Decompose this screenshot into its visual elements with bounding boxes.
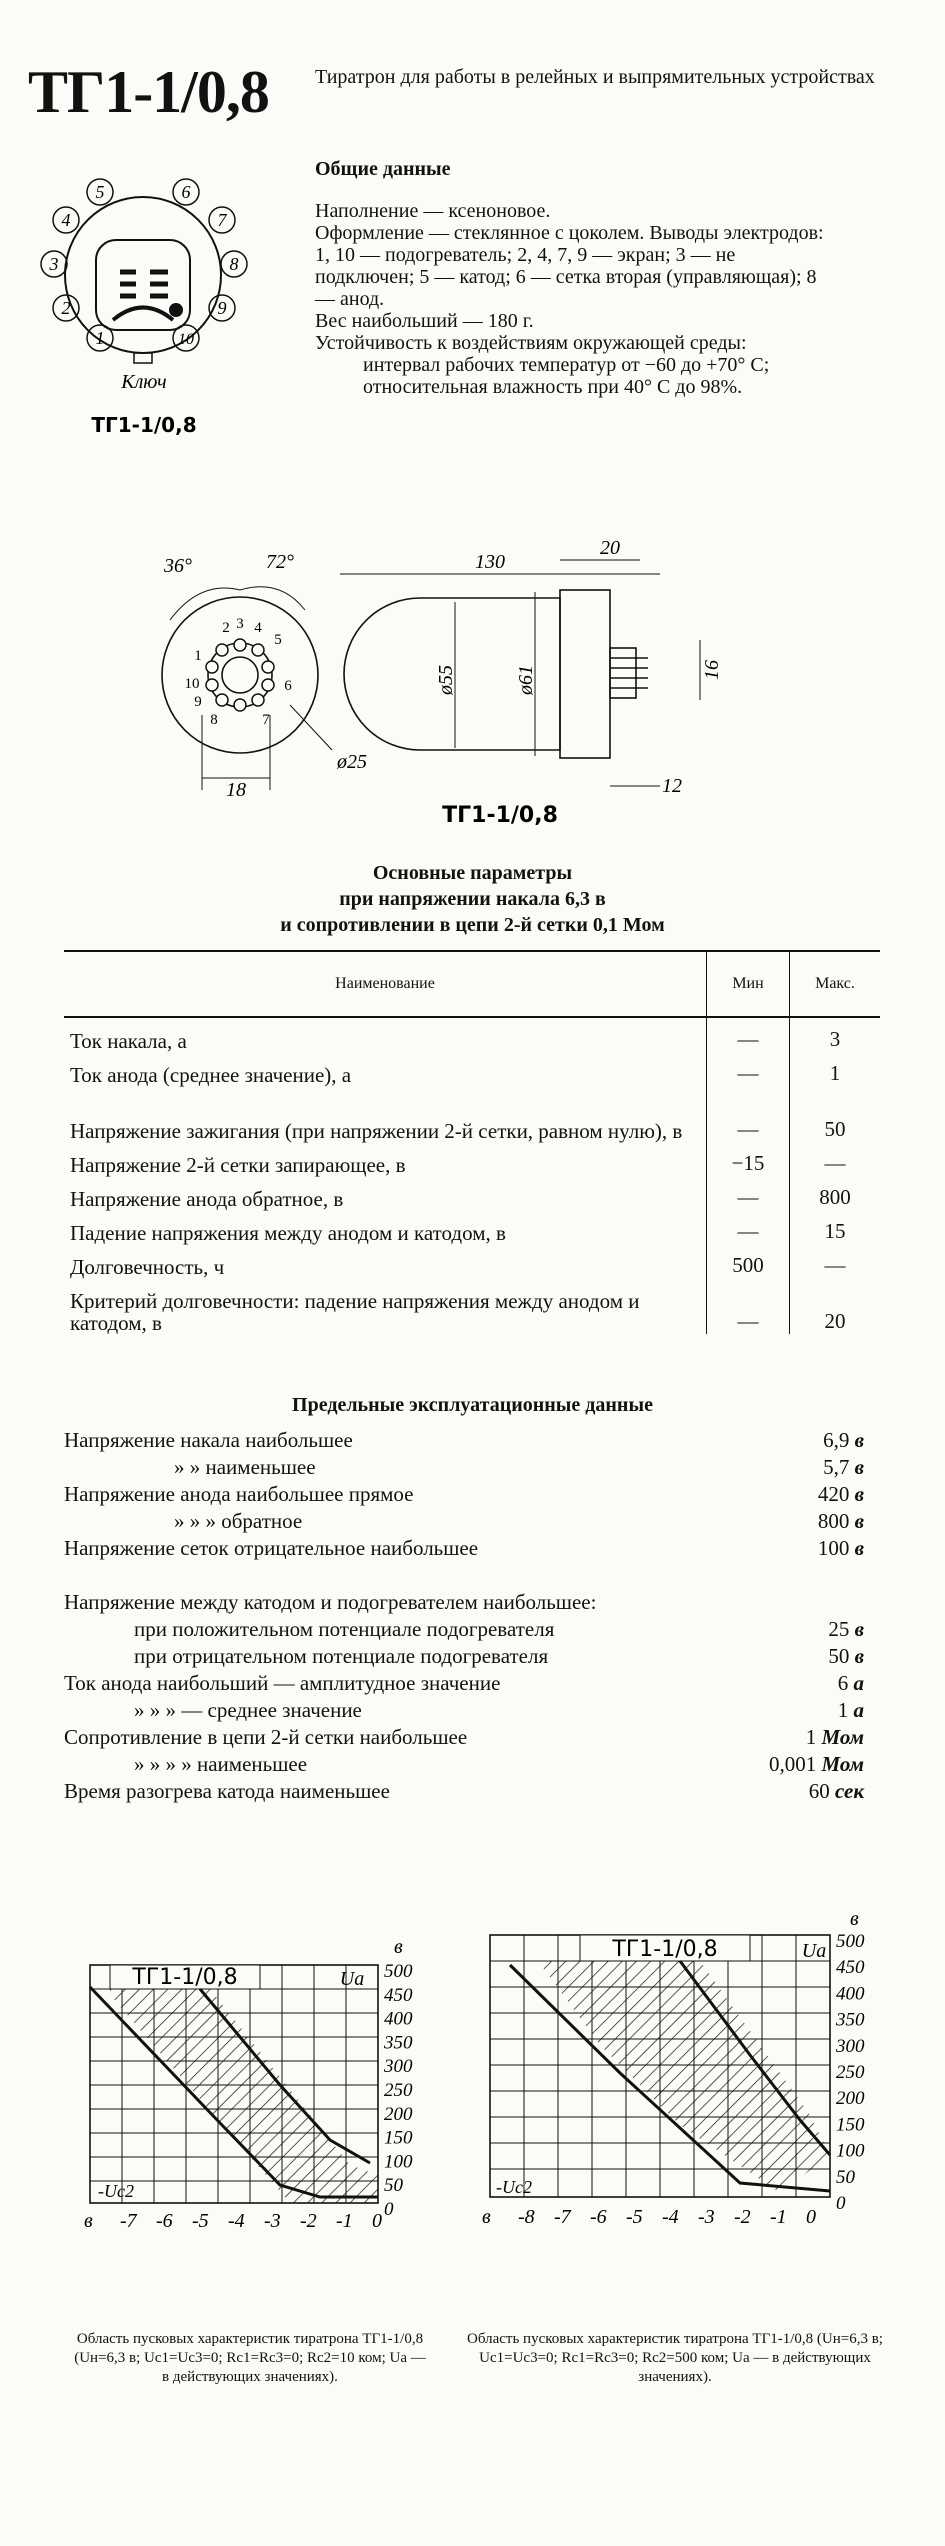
limit-unit: в bbox=[854, 1428, 864, 1452]
limit-value: 50 bbox=[828, 1644, 850, 1668]
x-tick-label: -7 bbox=[554, 2206, 571, 2228]
y-tick-label: 500 bbox=[836, 1931, 865, 1952]
pin-label-9: 9 bbox=[217, 298, 227, 318]
param-max: — bbox=[790, 1244, 881, 1278]
dim-pin-2: 2 bbox=[222, 620, 230, 636]
y-tick-label: 50 bbox=[384, 2175, 403, 2197]
pin-label-8: 8 bbox=[229, 254, 239, 274]
y-tick-label: 350 bbox=[384, 2032, 413, 2054]
limit-value: 420 bbox=[817, 1482, 850, 1506]
list-item bbox=[64, 1642, 864, 1669]
y-tick-label: 0 bbox=[836, 2193, 846, 2214]
y-tick-label: 200 bbox=[836, 2088, 865, 2110]
limit-unit: сек bbox=[834, 1779, 864, 1803]
graph-right-xlabel: -Uc2 bbox=[496, 2177, 532, 2197]
param-max: 20 bbox=[790, 1278, 881, 1334]
param-min: 500 bbox=[707, 1244, 790, 1278]
x-tick-label: -4 bbox=[662, 2206, 679, 2228]
pin-label-6: 6 bbox=[181, 182, 191, 202]
graph-left-yunit: в bbox=[394, 1936, 403, 1958]
table-row bbox=[64, 1244, 880, 1278]
param-min: — bbox=[707, 1086, 790, 1142]
limit-text: Напряжение между катодом и подогревателем наибольшее: bbox=[64, 1590, 597, 1614]
limit-value: 25 bbox=[828, 1617, 850, 1641]
param-name: Ток накала, а bbox=[70, 1029, 187, 1053]
x-tick-label: -6 bbox=[156, 2210, 173, 2232]
limit-unit: а bbox=[853, 1671, 864, 1695]
col-header-min: Мин bbox=[707, 951, 790, 1017]
limit-value: 6,9 bbox=[823, 1428, 850, 1452]
x-tick-label: 0 bbox=[806, 2206, 816, 2228]
list-item bbox=[64, 1534, 864, 1561]
table-row bbox=[64, 1017, 880, 1052]
limit-text: Сопротивление в цепи 2-й сетки наибольшее bbox=[64, 1725, 468, 1749]
params-heading bbox=[0, 860, 945, 938]
param-name: Напряжение 2-й сетки запирающее, в bbox=[70, 1153, 406, 1177]
x-tick-label: -2 bbox=[734, 2206, 751, 2228]
resistance-line: Устойчивость к воздействиям окружающей среды: bbox=[315, 332, 747, 354]
list-item bbox=[64, 1480, 864, 1507]
pin-label-5: 5 bbox=[95, 182, 105, 202]
y-tick-label: 100 bbox=[384, 2151, 413, 2173]
y-tick-label: 200 bbox=[384, 2103, 413, 2125]
pin-label-10: 10 bbox=[178, 331, 194, 348]
limit-text: Напряжение анода наибольшее прямое bbox=[64, 1482, 414, 1506]
filling-line: Наполнение — ксеноновое. bbox=[315, 200, 551, 222]
list-item bbox=[64, 1453, 864, 1480]
base-caption: ТГ1-1/0,8 bbox=[91, 413, 197, 437]
angle-72: 72° bbox=[266, 551, 294, 573]
dim-pin-3: 3 bbox=[236, 616, 244, 632]
y-tick-label: 400 bbox=[836, 1983, 865, 2005]
col-header-max: Макс. bbox=[790, 951, 881, 1017]
y-tick-label: 250 bbox=[384, 2080, 413, 2101]
y-tick-label: 450 bbox=[836, 1957, 865, 1979]
y-tick-label: 150 bbox=[836, 2114, 865, 2136]
param-max: — bbox=[790, 1142, 881, 1176]
limit-unit: в bbox=[854, 1644, 864, 1668]
starting-characteristics-graph-left bbox=[80, 1935, 440, 2235]
limit-text: Напряжение сеток отрицательное наибольшее bbox=[64, 1536, 479, 1560]
params-table bbox=[64, 950, 880, 1334]
key-label: Ключ bbox=[121, 371, 167, 393]
param-min: −15 bbox=[707, 1142, 790, 1176]
params-heading-line1: Основные параметры bbox=[372, 862, 573, 884]
y-tick-label: 300 bbox=[384, 2056, 413, 2078]
dim-pin-4: 4 bbox=[254, 620, 262, 636]
pin-label-4: 4 bbox=[61, 210, 71, 230]
dim-pin-10: 10 bbox=[184, 676, 200, 692]
x-tick-label: -6 bbox=[590, 2206, 607, 2228]
y-tick-label: 50 bbox=[836, 2166, 855, 2188]
param-name: Напряжение зажигания (при напряжении 2-й сетки, равном нулю), в bbox=[70, 1119, 683, 1143]
x-tick-label: -3 bbox=[264, 2210, 281, 2232]
list-item bbox=[64, 1615, 864, 1642]
pin-label-2: 2 bbox=[61, 298, 71, 318]
x-tick-label: 0 bbox=[372, 2210, 382, 2232]
y-tick-label: 500 bbox=[384, 1961, 413, 1982]
limit-unit: Мом bbox=[821, 1752, 864, 1776]
limit-unit: в bbox=[854, 1509, 864, 1533]
graph-left-title: ТГ1-1/0,8 bbox=[132, 1965, 238, 1990]
table-row bbox=[64, 1210, 880, 1244]
x-tick-label: -5 bbox=[192, 2210, 209, 2232]
limit-text: Время разогрева катода наименьшее bbox=[64, 1779, 390, 1803]
list-item bbox=[64, 1777, 864, 1804]
limit-value: 100 bbox=[817, 1536, 850, 1560]
dim-pin-9: 9 bbox=[194, 694, 202, 710]
dimensions-caption: ТГ1-1/0,8 bbox=[442, 803, 558, 828]
param-max: 3 bbox=[790, 1017, 881, 1052]
x-tick-label: в bbox=[84, 2210, 93, 2232]
x-tick-label: -3 bbox=[698, 2206, 715, 2228]
limit-unit: в bbox=[854, 1482, 864, 1506]
dim-pin-1: 1 bbox=[194, 648, 202, 664]
graph-left-caption: Область пусковых характеристик тиратрона ТГ1-1/0,8 (Uн=6,3 в; Uc1=Uc3=0; Rc1=Rc3=0; Rc2=10 ком; Ua — в действующих значениях). bbox=[74, 2331, 426, 2385]
limit-value: 60 bbox=[808, 1779, 830, 1803]
limit-text: » » » » наименьшее bbox=[134, 1752, 308, 1776]
y-tick-label: 100 bbox=[836, 2140, 865, 2162]
length-130: 130 bbox=[475, 551, 505, 573]
y-tick-label: 350 bbox=[836, 2009, 865, 2031]
x-tick-label: -4 bbox=[228, 2210, 245, 2232]
limit-text: » » наименьшее bbox=[174, 1455, 316, 1479]
limit-value: 5,7 bbox=[823, 1455, 850, 1479]
list-item bbox=[64, 1750, 864, 1777]
limit-text: при положительном потенциале подогревателя bbox=[134, 1617, 555, 1641]
body-diameter-55: ø55 bbox=[435, 665, 457, 695]
param-max: 1 bbox=[790, 1052, 881, 1086]
graph-right-ylabel: Ua bbox=[801, 1940, 827, 1962]
dim-pin-7: 7 bbox=[262, 712, 270, 728]
base-length-20: 20 bbox=[600, 540, 620, 559]
limit-unit: в bbox=[854, 1536, 864, 1560]
pin-root-12: 12 bbox=[662, 775, 682, 797]
param-max: 15 bbox=[790, 1210, 881, 1244]
list-item bbox=[64, 1669, 864, 1696]
y-tick-label: 0 bbox=[384, 2199, 394, 2220]
param-min: — bbox=[707, 1210, 790, 1244]
param-max: 50 bbox=[790, 1086, 881, 1142]
list-item bbox=[64, 1426, 864, 1453]
limit-unit: а bbox=[853, 1698, 864, 1722]
list-item bbox=[64, 1723, 864, 1750]
param-max: 800 bbox=[790, 1176, 881, 1210]
limit-text: при отрицательном потенциале подогревателя bbox=[134, 1644, 549, 1668]
limit-unit: в bbox=[854, 1617, 864, 1641]
limit-text: Ток анода наибольший — амплитудное значение bbox=[64, 1671, 501, 1695]
bottom-diameter-25: ø25 bbox=[337, 751, 367, 773]
params-heading-line3: и сопротивлении в цепи 2-й сетки 0,1 Мом bbox=[280, 914, 665, 936]
x-tick-label: -1 bbox=[336, 2210, 353, 2232]
table-row bbox=[64, 1278, 880, 1334]
limit-unit: в bbox=[854, 1455, 864, 1479]
angle-36: 36° bbox=[164, 555, 192, 577]
base-pinout-diagram bbox=[28, 160, 258, 440]
limit-value: 1 bbox=[805, 1725, 817, 1749]
list-item bbox=[64, 1507, 864, 1534]
limit-text: » » » — среднее значение bbox=[134, 1698, 362, 1722]
table-row bbox=[64, 1142, 880, 1176]
dim-pin-6: 6 bbox=[284, 678, 292, 694]
col-header-name: Наименование bbox=[64, 951, 707, 1017]
limit-value: 0,001 bbox=[769, 1752, 817, 1776]
table-row bbox=[64, 1086, 880, 1142]
limit-text: Напряжение накала наибольшее bbox=[64, 1428, 353, 1452]
general-data-text bbox=[315, 200, 825, 398]
param-min: — bbox=[707, 1052, 790, 1086]
general-heading: Общие данные bbox=[315, 158, 451, 180]
tube-subtitle: Тиратрон для работы в релейных и выпрямительных устройствах bbox=[315, 66, 875, 88]
graph-left-ylabel: Ua bbox=[339, 1968, 365, 1990]
graph-right-caption: Область пусковых характеристик тиратрона ТГ1-1/0,8 (Uн=6,3 в; Uc1=Uc3=0; Rc1=Rc3=0; Rc2=500 ком; Ua — в действующих значениях). bbox=[467, 2331, 883, 2385]
y-tick-label: 400 bbox=[384, 2008, 413, 2030]
graph-right-title: ТГ1-1/0,8 bbox=[612, 1937, 718, 1962]
param-min: — bbox=[707, 1017, 790, 1052]
limits-heading: Предельные эксплуатационные данные bbox=[292, 1394, 653, 1416]
pin-circle-18: 18 bbox=[226, 779, 246, 801]
temperature-line: интервал рабочих температур от −60 до +70° С; bbox=[363, 354, 770, 376]
list-item bbox=[64, 1561, 864, 1615]
pin-label-1: 1 bbox=[95, 328, 105, 348]
pin-length-16: 16 bbox=[701, 660, 723, 680]
x-tick-label: -2 bbox=[300, 2210, 317, 2232]
x-tick-label: -7 bbox=[120, 2210, 137, 2232]
x-tick-label: -1 bbox=[770, 2206, 787, 2228]
param-min: — bbox=[707, 1176, 790, 1210]
param-name: Ток анода (среднее значение), а bbox=[70, 1063, 352, 1087]
table-row bbox=[64, 1176, 880, 1210]
list-item bbox=[64, 1696, 864, 1723]
y-tick-label: 450 bbox=[384, 1984, 413, 2006]
dim-pin-5: 5 bbox=[274, 632, 282, 648]
graph-left-xlabel: -Uc2 bbox=[98, 2181, 134, 2201]
x-tick-label: в bbox=[482, 2206, 491, 2228]
limit-value: 1 bbox=[837, 1698, 849, 1722]
x-tick-label: -8 bbox=[518, 2206, 535, 2228]
param-name: Падение напряжения между анодом и катодом, в bbox=[70, 1221, 506, 1245]
dim-pin-8: 8 bbox=[210, 712, 218, 728]
table-row bbox=[64, 1052, 880, 1086]
weight-line: Вес наибольший — 180 г. bbox=[315, 310, 534, 332]
param-min: — bbox=[707, 1278, 790, 1334]
starting-characteristics-graph-right bbox=[480, 1905, 920, 2235]
param-name: Напряжение анода обратное, в bbox=[70, 1187, 344, 1211]
base-diameter-61: ø61 bbox=[515, 665, 537, 695]
param-name: Долговечность, ч bbox=[70, 1255, 225, 1279]
limit-value: 6 bbox=[837, 1671, 849, 1695]
y-tick-label: 250 bbox=[836, 2062, 865, 2083]
pin-label-3: 3 bbox=[49, 254, 59, 274]
y-tick-label: 300 bbox=[836, 2035, 865, 2057]
param-name: Критерий долговечности: падение напряжения между анодом и катодом, в bbox=[70, 1289, 640, 1335]
limit-text: » » » обратное bbox=[174, 1509, 303, 1533]
pin-label-7: 7 bbox=[217, 210, 227, 230]
y-tick-label: 150 bbox=[384, 2127, 413, 2149]
limit-unit: Мом bbox=[821, 1725, 864, 1749]
tube-title: ТГ1-1/0,8 bbox=[28, 59, 269, 125]
limit-value: 800 bbox=[817, 1509, 850, 1533]
limits-list bbox=[64, 1426, 864, 1804]
humidity-line: относительная влажность при 40° С до 98%. bbox=[363, 376, 743, 398]
design-line: Оформление — стеклянное с цоколем. Выводы электродов: 1, 10 — подогреватель; 2, 4, 7, 9 — экран; 3 — не подключен; 5 — катод; 6 — сетка вторая (управляющая); 8 — анод. bbox=[315, 222, 824, 310]
params-heading-line2: при напряжении накала 6,3 в bbox=[339, 888, 606, 910]
graph-right-yunit: в bbox=[850, 1908, 859, 1930]
dimensional-drawing bbox=[140, 540, 800, 840]
x-tick-label: -5 bbox=[626, 2206, 643, 2228]
